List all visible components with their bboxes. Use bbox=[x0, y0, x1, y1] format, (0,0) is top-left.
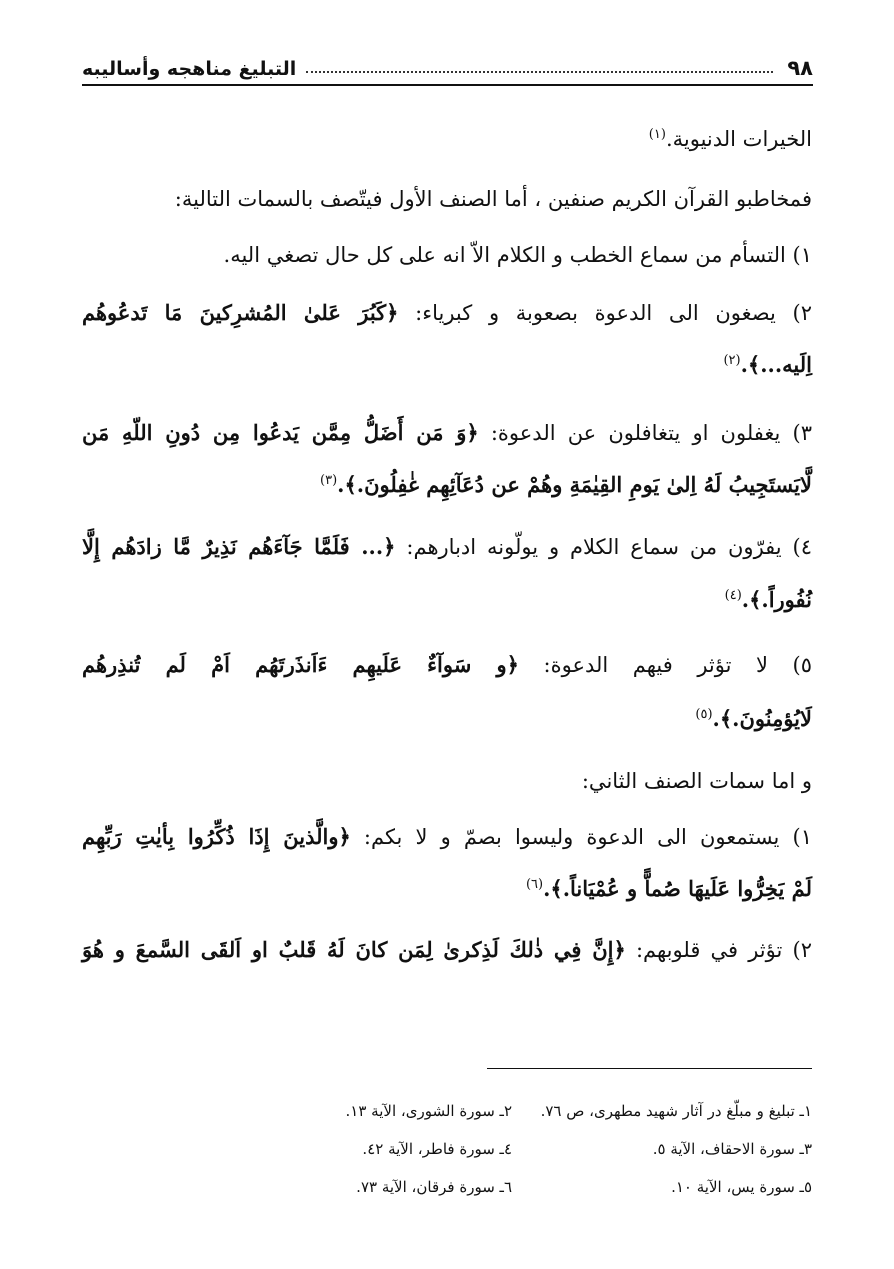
quran-quote: ﴿إِنَّ فِي ذٰلكَ لَذِكرىٰ لِمَن كانَ لَهُ قَلبٌ او اَلقَى السَّمعَ و هُوَ bbox=[82, 937, 626, 962]
quran-quote: ﴿كَبُرَ عَلىٰ المُشرِكينَ مَا تَدعُوهُم bbox=[82, 300, 399, 325]
line-text: ٢) تؤثر في قلوبهم: bbox=[635, 938, 812, 962]
footnote: ١ـ تبليغ و مبلّغ در آثار شهيد مطهرى، ص ٧٦. bbox=[540, 1102, 812, 1120]
line-text: فمخاطبو القرآن الكريم صنفين ، أما الصنف الأول فيتّصف بالسمات التالية: bbox=[174, 187, 812, 211]
quran-quote: ﴿و سَوآءٌ عَلَيهِم ءَاَنذَرتَهُم اَمْ لَم تُنذِرهُم bbox=[82, 652, 519, 677]
dotted-leader bbox=[306, 71, 773, 73]
line-text: الخيرات الدنيوية. bbox=[665, 127, 812, 151]
text-line bbox=[82, 298, 812, 328]
footnote-ref: (٦) bbox=[525, 877, 544, 892]
text-line bbox=[82, 650, 812, 680]
footnote-ref: (١) bbox=[648, 127, 666, 142]
line-text: ٣) يغفلون او يتغافلون عن الدعوة: bbox=[490, 421, 812, 445]
footnote-ref: (٢) bbox=[723, 353, 741, 368]
text-line bbox=[82, 822, 812, 852]
line-text: ٥) لا تؤثر فيهم الدعوة: bbox=[543, 653, 812, 677]
text-line bbox=[725, 585, 812, 615]
footnote-row bbox=[237, 1130, 812, 1168]
footnote-row bbox=[237, 1092, 812, 1130]
footnotes bbox=[237, 1092, 812, 1206]
footnote: ٦ـ سورة فرقان، الآية ٧٣. bbox=[356, 1178, 512, 1196]
footnote-ref: (٥) bbox=[695, 707, 713, 722]
text-line bbox=[175, 184, 812, 214]
line-text: ١) التسأم من سماع الخطب و الكلام الاّ انه على كل حال تصغي اليه. bbox=[223, 243, 812, 267]
text-line bbox=[526, 874, 812, 904]
book-title: التبليغ مناهجه وأساليبه bbox=[82, 58, 297, 80]
text-line bbox=[82, 532, 812, 562]
running-header bbox=[82, 52, 813, 86]
footnote: ٣ـ سورة الاحقاف، الآية ٥. bbox=[652, 1140, 812, 1158]
line-text: ٢) يصغون الى الدعوة بصعوبة و كبرياء: bbox=[415, 301, 812, 325]
line-text: ٤) يفرّون من سماع الكلام و يولّونه ادبارهم: bbox=[406, 535, 813, 559]
page-number: ٩٨ bbox=[787, 56, 813, 80]
quran-quote: لَايُؤمِنُونَ.﴾. bbox=[712, 706, 812, 731]
quran-quote: ﴿والَّذينَ إِذَا ذُكِّرُوا بِأيٰتِ رَبِّهِم bbox=[82, 824, 351, 849]
line-text: ١) يستمعون الى الدعوة وليسوا بصمّ و لا بكم: bbox=[363, 825, 812, 849]
text-line bbox=[320, 470, 812, 500]
quran-quote: لَّايَستَجِيبُ لَهُ اِلىٰ يَومِ القِيٰمَةِ وهُمْ عن دُعَآئِهِم غٰفِلُونَ.﴾. bbox=[337, 472, 812, 497]
quran-quote: ﴿وَ مَن أَضَلُّ مِمَّن يَدعُوا مِن دُونِ اللّهِ مَن bbox=[82, 420, 479, 445]
text-line bbox=[695, 704, 812, 734]
footnote-divider bbox=[487, 1068, 812, 1069]
text-line bbox=[582, 766, 812, 796]
line-text: و اما سمات الصنف الثاني: bbox=[581, 769, 812, 793]
text-line bbox=[649, 124, 812, 154]
text-line bbox=[82, 418, 812, 448]
footnote: ٥ـ سورة يس، الآية ١٠. bbox=[671, 1178, 812, 1196]
footnote-row bbox=[237, 1168, 812, 1206]
quran-quote: نُفُوراً.﴾. bbox=[741, 587, 812, 612]
footnote-ref: (٤) bbox=[724, 588, 742, 603]
footnote: ٢ـ سورة الشورى، الآية ١٣. bbox=[345, 1102, 512, 1120]
footnote: ٤ـ سورة فاطر، الآية ٤٢. bbox=[362, 1140, 512, 1158]
quran-quote: اِلَيه...﴾. bbox=[740, 352, 812, 377]
text-line bbox=[82, 935, 812, 965]
quran-quote: ﴿... فَلَمَّا جَآءَهُم نَذِيرٌ مَّا زادَهُم إِلَّا bbox=[82, 534, 396, 559]
footnote-ref: (٣) bbox=[320, 473, 338, 488]
text-line bbox=[723, 350, 812, 380]
quran-quote: لَمْ يَخِرُّوا عَلَيهَا صُماًّ و عُمْيَاناً.﴾. bbox=[543, 876, 812, 901]
text-line bbox=[224, 240, 812, 270]
